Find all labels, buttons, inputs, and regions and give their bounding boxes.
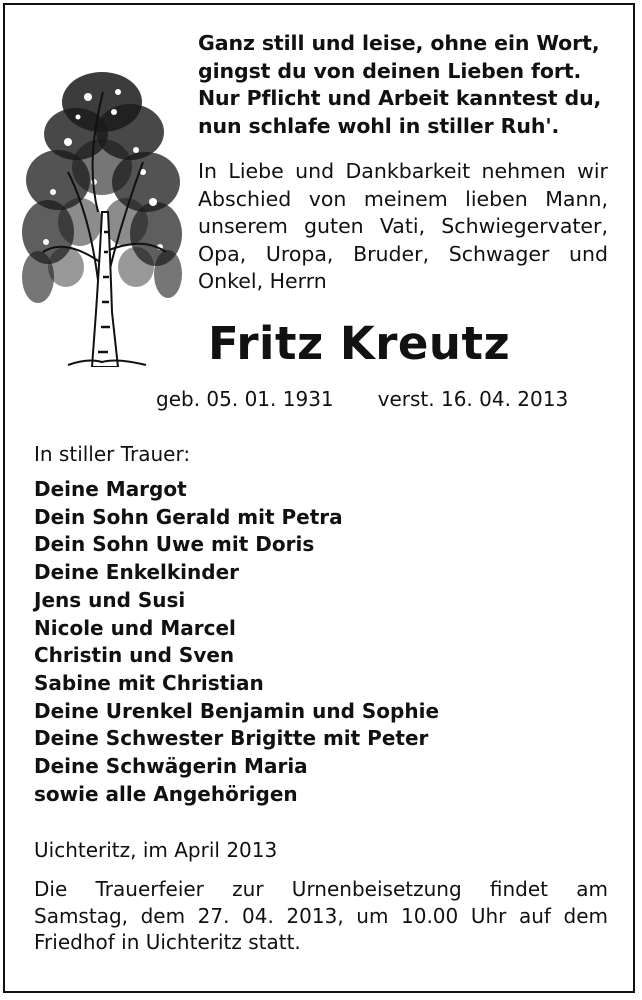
life-dates <box>156 386 568 412</box>
intro-line: unserem guten Vati, Schwiegervater, <box>198 214 608 239</box>
funeral-notice <box>34 876 608 956</box>
intro-line: Abschied von meinem lieben Mann, <box>198 186 608 211</box>
place-and-date: Uichteritz, im April 2013 <box>34 838 278 862</box>
mourner-entry: Dein Sohn Gerald mit Petra <box>34 504 343 529</box>
mourner-entry: Dein Sohn Uwe mit Doris <box>34 532 315 557</box>
mourner-entry: Jens und Susi <box>34 587 186 612</box>
death-date: verst. 16. 04. 2013 <box>377 387 569 411</box>
verse-line: nun schlafe wohl in stiller Ruh'. <box>198 113 560 138</box>
mourner-entry: Nicole und Marcel <box>34 615 236 640</box>
birch-tree-icon <box>18 62 186 367</box>
verse-line: gingst du von deinen Lieben fort. <box>198 58 582 83</box>
intro-line: Opa, Uropa, Bruder, Schwager und <box>198 241 608 266</box>
mourner-entry: sowie alle Angehörigen <box>34 781 298 806</box>
mourning-label: In stiller Trauer: <box>34 442 191 466</box>
funeral-line: Samstag, dem 27. 04. 2013, um 10.00 Uhr auf dem <box>34 903 608 928</box>
mourner-entry: Deine Enkelkinder <box>34 560 240 585</box>
memorial-verse <box>198 30 618 140</box>
mourner-entry: Deine Margot <box>34 477 187 501</box>
funeral-line: Die Trauerfeier zur Urnenbeisetzung findet am <box>34 877 608 901</box>
mourner-entry: Deine Schwester Brigitte mit Peter <box>34 726 429 751</box>
funeral-line: Friedhof in Uichteritz statt. <box>34 930 301 954</box>
mourner-entry: Deine Urenkel Benjamin und Sophie <box>34 698 440 723</box>
mourner-entry: Deine Schwägerin Maria <box>34 754 308 779</box>
mourner-entry: Christin und Sven <box>34 643 235 668</box>
birth-date: geb. 05. 01. 1931 <box>156 387 334 411</box>
deceased-name: Fritz Kreutz <box>208 317 511 370</box>
mourner-entry: Sabine mit Christian <box>34 670 264 695</box>
intro-line: Onkel, Herrn <box>198 269 327 294</box>
mourners-list <box>34 476 439 808</box>
intro-line: In Liebe und Dankbarkeit nehmen wir <box>198 159 608 183</box>
verse-line: Nur Pflicht und Arbeit kanntest du, <box>198 86 602 111</box>
verse-line: Ganz still und leise, ohne ein Wort, <box>198 31 600 55</box>
farewell-intro <box>198 158 608 296</box>
